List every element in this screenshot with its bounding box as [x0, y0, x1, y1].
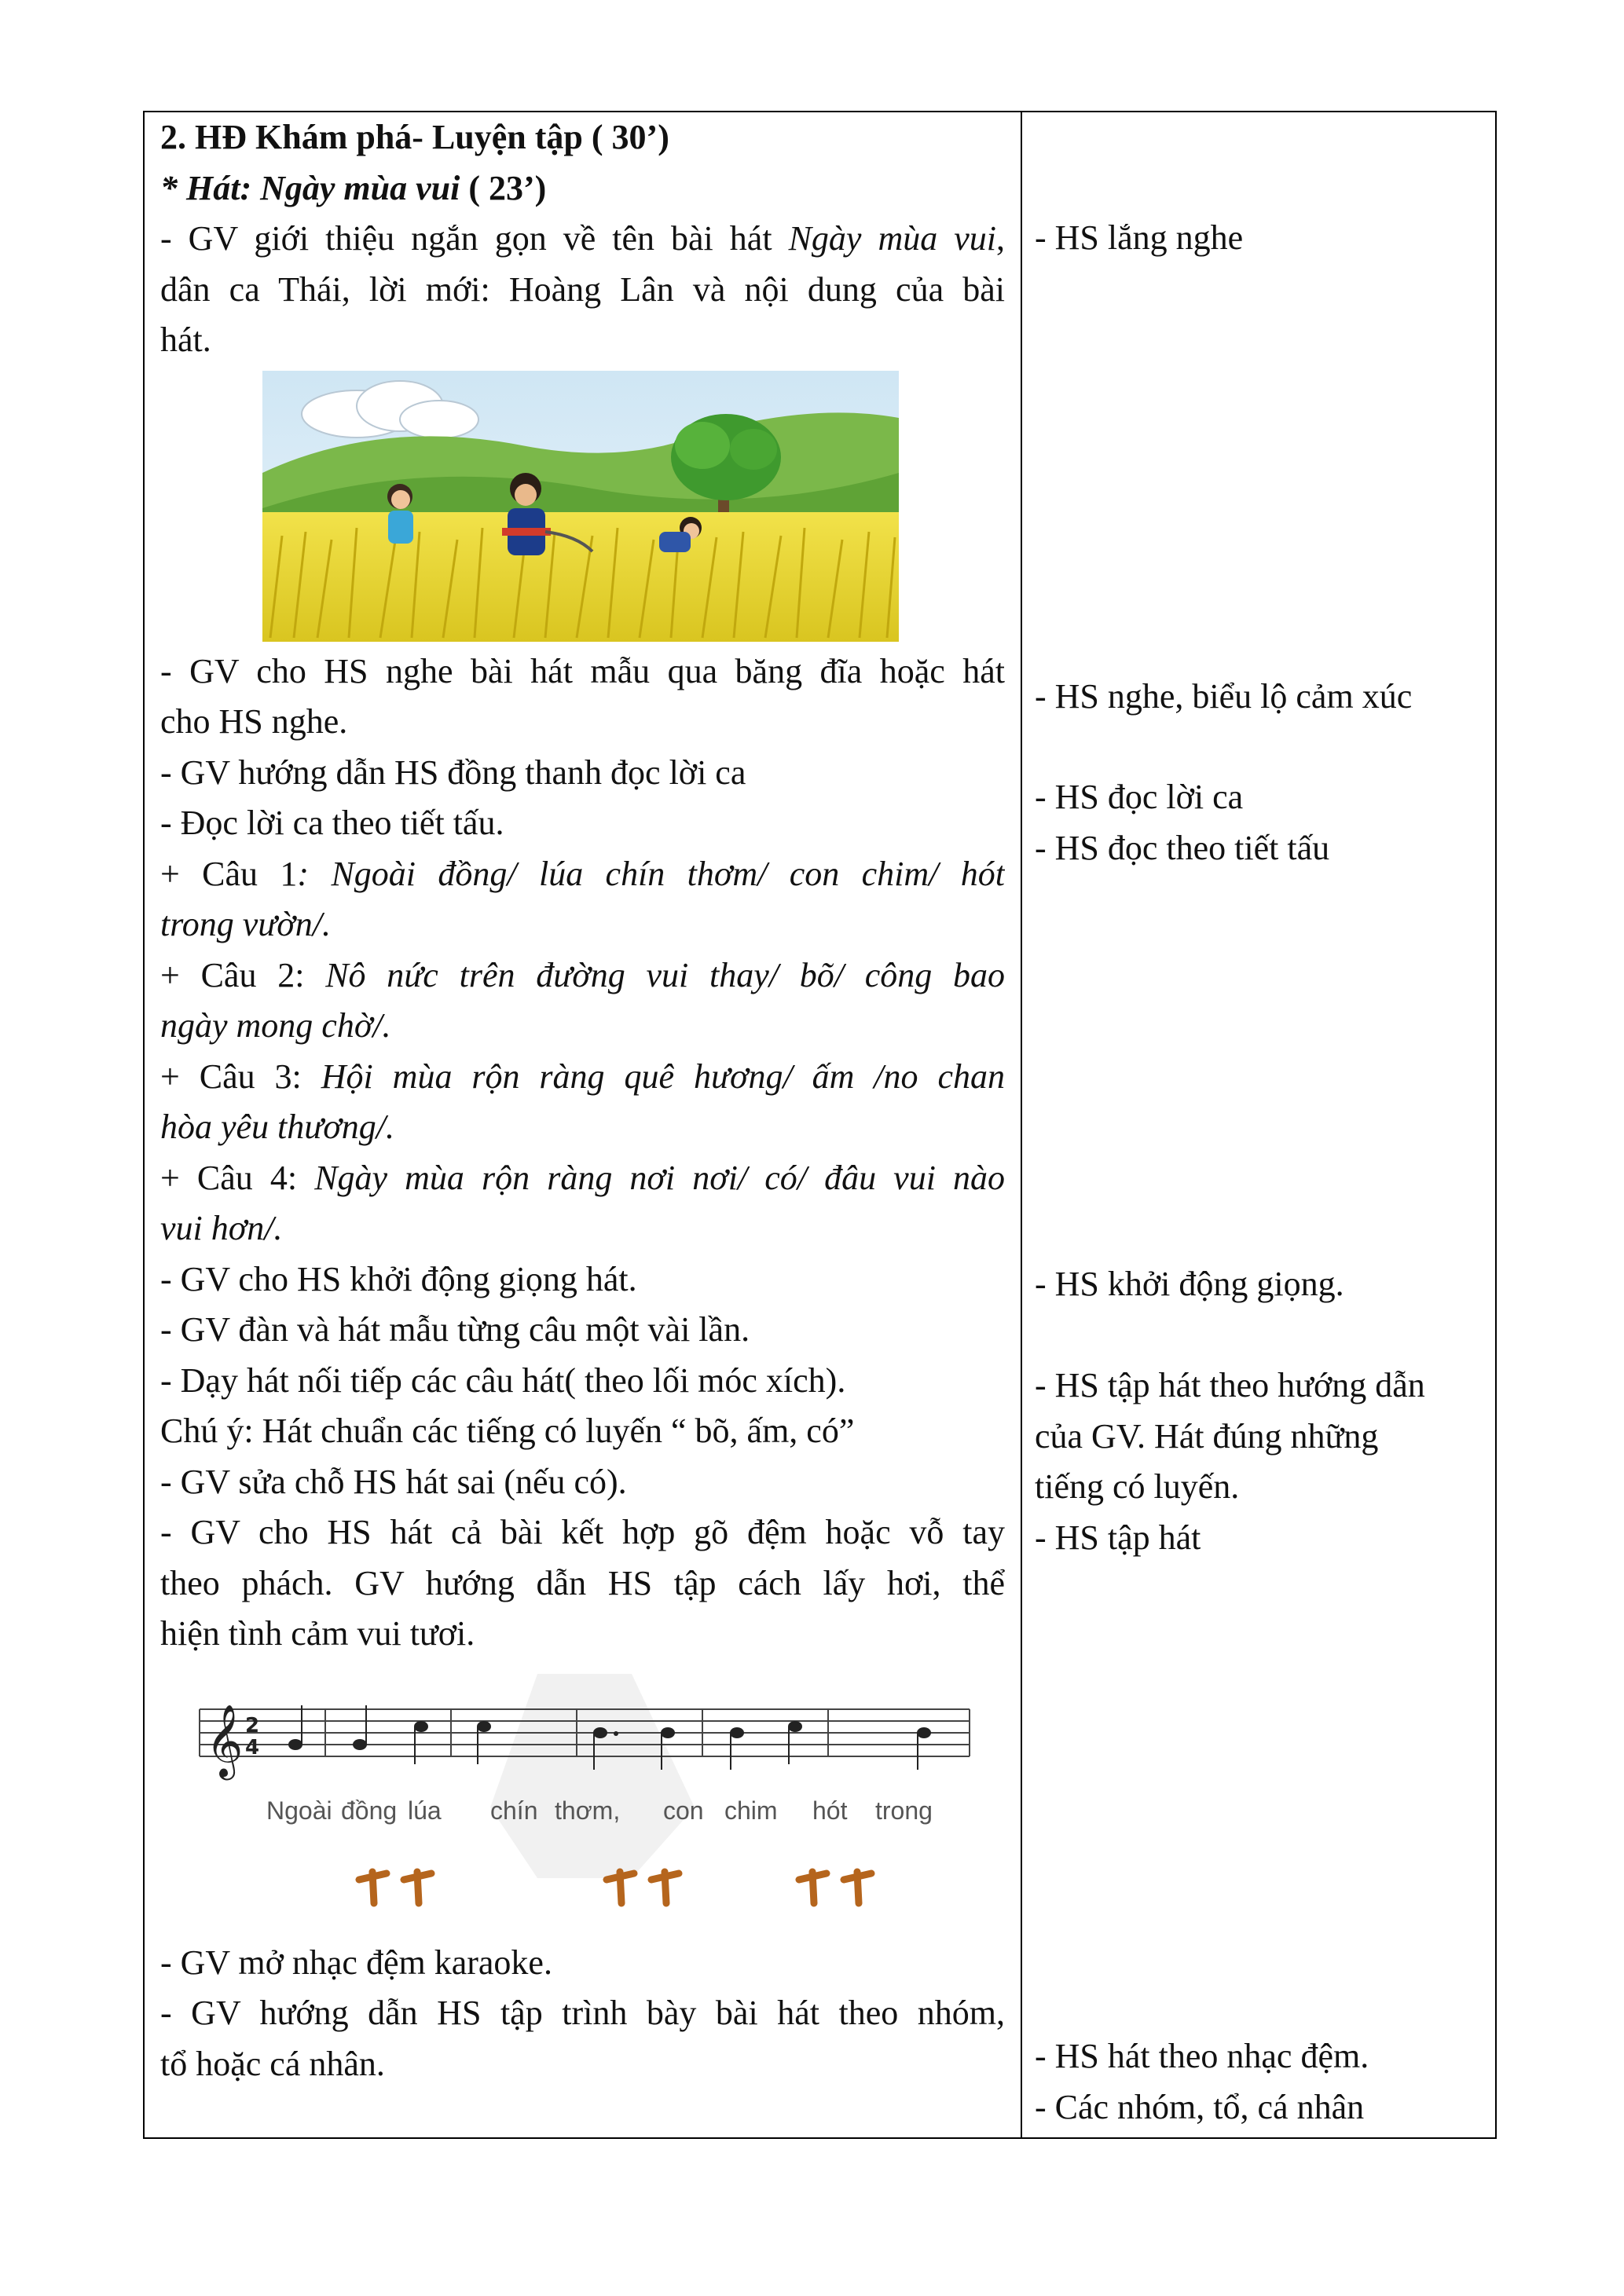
song-heading-time: ( 23’) [460, 168, 547, 207]
teacher-activities-column [145, 112, 1022, 2137]
student-activities-column [1022, 112, 1495, 2137]
intro-line-3: hát. [160, 320, 211, 359]
lyric-syllable: thơm, [555, 1796, 621, 1825]
full-song-line-1: - GV cho HS hát cả bài kết hợp gõ đệm hoặc vỗ tay [160, 1513, 1005, 1551]
lyric-syllable: con [663, 1796, 704, 1825]
phrase-3-line-2: hòa yêu thương/. [160, 1108, 394, 1146]
phrase-4-line-2: vui hơn/. [160, 1209, 283, 1247]
child-figure-icon [387, 484, 413, 544]
lyric-syllable: trong [875, 1796, 933, 1825]
phrase-3-label: + Câu 3: [160, 1056, 321, 1096]
phrase-1-line-1 [160, 849, 1005, 900]
song-title: Ngày mùa vui [788, 219, 996, 258]
student-practice-3: tiếng có luyến. [1035, 1467, 1240, 1506]
warmup-line: - GV cho HS khởi động giọng hát. [160, 1259, 637, 1298]
note-line: Chú ý: Hát chuẩn các tiếng có luyến “ bõ, ấm, có” [160, 1412, 855, 1450]
karaoke-line: - GV mở nhạc đệm karaoke. [160, 1943, 552, 1982]
full-song-line-2: theo phách. GV hướng dẫn HS tập cách lấy hơi, thể [160, 1563, 1005, 1602]
student-read-lyrics: - HS đọc lời ca [1035, 778, 1244, 816]
music-score-image [192, 1674, 977, 1933]
student-warmup: - HS khởi động giọng. [1035, 1265, 1344, 1303]
phrase-3-text: Hội mùa rộn ràng quê hương/ ấm /no chan [321, 1056, 1005, 1096]
listen-line-1: - GV cho HS nghe bài hát mẫu qua băng đĩa hoặc hát [160, 651, 1005, 690]
correction-line: - GV sửa chỗ HS hát sai (nếu có). [160, 1462, 627, 1501]
lyric-syllable: hót [812, 1796, 848, 1825]
phrase-2-line-1 [160, 950, 1005, 1002]
student-listen: - HS lắng nghe [1035, 218, 1244, 257]
song-heading [160, 163, 1005, 214]
lesson-table [143, 111, 1497, 2139]
phrase-1-label: + Câu 1 [160, 854, 298, 893]
group-perform-line-1: - GV hướng dẫn HS tập trình bày bài hát theo nhóm, [160, 1994, 1005, 2032]
rhythm-reading-line: - Đọc lời ca theo tiết tấu. [160, 804, 504, 842]
student-emotion: - HS nghe, biểu lộ cảm xúc [1035, 677, 1413, 716]
group-perform-line-2: tổ hoặc cá nhân. [160, 2044, 385, 2083]
lyric-syllable: chim [724, 1796, 778, 1825]
listen-line-2: cho HS nghe. [160, 702, 348, 741]
treble-clef-icon: 𝄞 [206, 1703, 244, 1777]
phrase-1-text: : Ngoài đồng/ lúa chín thơm/ con chim/ hót [297, 854, 1005, 893]
svg-text:4: 4 [245, 1735, 260, 1760]
full-song-line-3: hiện tình cảm vui tươi. [160, 1614, 475, 1653]
student-practice-1: - HS tập hát theo hướng dẫn [1035, 1366, 1425, 1404]
lyric-syllable: Ngoài [266, 1796, 332, 1825]
harvest-illustration [262, 371, 899, 642]
intro-line-2: dân ca Thái, lời mới: Hoàng Lân và nội dung của bài [160, 269, 1005, 309]
intro-text: - GV giới thiệu ngắn gọn về tên bài hát [160, 219, 789, 258]
lyric-syllable: đồng [341, 1796, 398, 1825]
phrase-4-label: + Câu 4: [160, 1158, 315, 1197]
phrase-2-label: + Câu 2: [160, 955, 326, 994]
lyric-syllable: chín [490, 1796, 538, 1825]
time-signature-icon: 2 [245, 1713, 260, 1738]
student-practice-2: của GV. Hát đúng những [1035, 1417, 1379, 1456]
intro-line-1 [160, 214, 1005, 265]
student-sing-karaoke: - HS hát theo nhạc đệm. [1035, 2037, 1369, 2075]
student-groups: - Các nhóm, tổ, cá nhân [1035, 2088, 1365, 2126]
student-practice-sing: - HS tập hát [1035, 1518, 1201, 1557]
phrase-1-line-2: trong vườn/. [160, 905, 331, 943]
lyric-syllable: lúa [408, 1796, 442, 1825]
phrase-2-line-2: ngày mong chờ/. [160, 1006, 391, 1045]
chain-teaching-line: - Dạy hát nối tiếp các câu hát( theo lối móc xích). [160, 1360, 846, 1400]
phrase-2-text: Nô nức trên đường vui thay/ bõ/ công bao [325, 955, 1005, 994]
phrase-4-line-1 [160, 1153, 1005, 1204]
phrase-3-line-1 [160, 1052, 1005, 1103]
song-heading-title: * Hát: Ngày mùa vui [160, 168, 460, 207]
student-read-rhythm: - HS đọc theo tiết tấu [1035, 829, 1330, 867]
phrase-4-text: Ngày mùa rộn ràng nơi nơi/ có/ đâu vui nào [314, 1158, 1005, 1197]
intro-comma: , [996, 219, 1005, 258]
section-heading: 2. HĐ Khám phá- Luyện tập ( 30’) [160, 118, 669, 156]
model-singing-line: - GV đàn và hát mẫu từng câu một vài lần. [160, 1310, 750, 1349]
read-lyrics-line: - GV hướng dẫn HS đồng thanh đọc lời ca [160, 753, 746, 792]
